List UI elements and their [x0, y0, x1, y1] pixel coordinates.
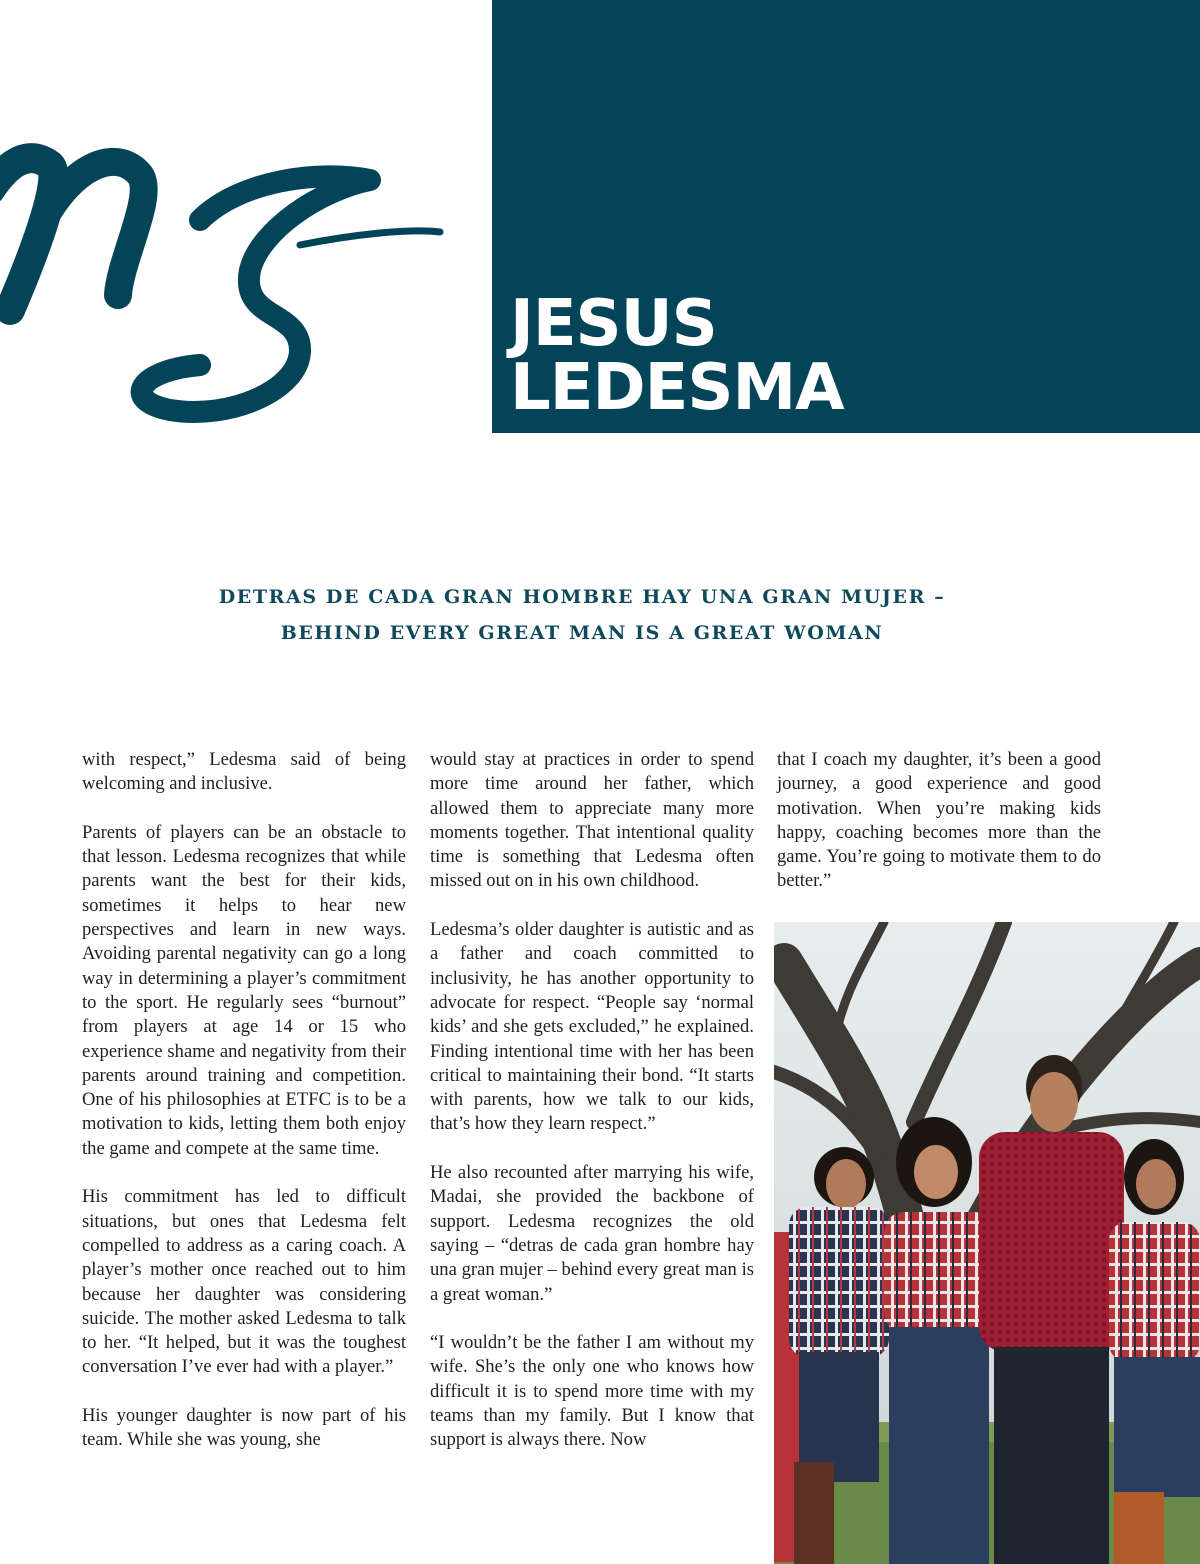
- subtitle-line-2: BEHIND EVERY GREAT MAN IS A GREAT WOMAN: [280, 622, 884, 644]
- paragraph: with respect,” Ledesma said of being welcoming and inclusive.: [82, 749, 406, 795]
- family-photo-icon: [774, 922, 1200, 1564]
- article-column-3: [777, 748, 1101, 918]
- article-column-1: [82, 748, 406, 1477]
- article-column-2: [430, 748, 754, 1477]
- page-title: [510, 287, 844, 425]
- paragraph: would stay at practices in order to spend more time around her father, which allowed them to appreciate many more moments together. That intentional quality time is something that Ledesma often missed out on in his own childhood.: [430, 749, 754, 892]
- title-last-name: LEDESMA: [510, 351, 844, 425]
- subtitle-line-1: DETRAS DE CADA GRAN HOMBRE HAY UNA GRAN MUJER –: [218, 586, 946, 608]
- script-letters-decoration: [0, 120, 460, 440]
- title-first-name: JESUS: [510, 287, 717, 361]
- paragraph: Parents of players can be an obstacle to that lesson. Ledesma recognizes that while parents want the best for their kids, sometimes it helps to hear new perspectives and learn in new ways. Avoiding parental negativity can go a long way in determining a player’s commitment to the sport. He regularly sees “burnout” from players at age 14 or 15 who experience shame and negativity from their parents around training and competition. One of his philosophies at ETFC is to be a motivation to kids, letting them both enjoy the game and compete at the same time.: [82, 821, 406, 1159]
- paragraph: His younger daughter is now part of his team. While she was young, she: [82, 1405, 406, 1451]
- paragraph: that I coach my daughter, it’s been a good journey, a good experience and good motivation. When you’re making kids happy, coaching becomes more than the game. You’re going to motivate them to do better.”: [777, 749, 1101, 892]
- paragraph: He also recounted after marrying his wife, Madai, she provided the backbone of support. Ledesma recognizes the old saying – “detras de cada gran hombre hay una gran mujer – behind every great man is a great woman.”: [430, 1162, 754, 1305]
- title-banner: [492, 0, 1200, 433]
- paragraph: “I wouldn’t be the father I am without my wife. She’s the only one who knows how difficult it is to spend more time with my teams than my family. But I know that support is always there. Now: [430, 1332, 754, 1451]
- paragraph: His commitment has led to difficult situations, but ones that Ledesma felt compelled to address as a caring coach. A player’s mother once reached out to him because her daughter was considering suicide. The mother asked Ledesma to talk to her. “It helped, but it was the toughest conversation I’ve ever had with a player.”: [82, 1186, 406, 1378]
- paragraph: Ledesma’s older daughter is autistic and as a father and coach committed to inclusivity, he has another opportunity to advocate for respect. “People say ‘normal kids’ and she gets excluded,” he explained. Finding intentional time with her has been critical to maintaining their bond. “It starts with parents, how we talk to our kids, that’s how they learn respect.”: [430, 919, 754, 1135]
